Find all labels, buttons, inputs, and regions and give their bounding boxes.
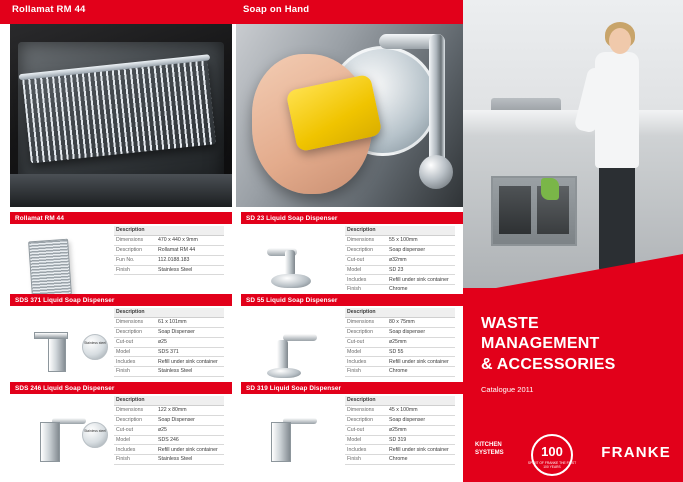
spec-value: 61 x 101mm (156, 317, 224, 327)
spec-key: Dimensions (114, 235, 156, 245)
product-title: SDS 246 Liquid Soap Dispenser (10, 382, 232, 394)
spec-table (345, 308, 455, 377)
product-image-sd-319 (247, 400, 339, 464)
spec-value: Refill under sink container (387, 357, 455, 367)
spec-key: Includes (345, 445, 387, 455)
spec-key: Finish (114, 367, 156, 377)
cover-subtitle: Catalogue 2011 (481, 385, 534, 394)
spec-value: ø25mm (387, 425, 455, 435)
spec-value: SD 23 (387, 265, 455, 275)
hero-image-soap-on-hand (236, 24, 463, 207)
product-title: Rollamat RM 44 (10, 212, 232, 224)
spec-header: Description (345, 226, 455, 235)
spec-key: Fun No. (114, 255, 156, 265)
cover-title-line-1: WASTE (481, 315, 539, 332)
product-block-sd-23 (241, 212, 463, 298)
spec-value: 80 x 75mm (387, 317, 455, 327)
product-title: SD 319 Liquid Soap Dispenser (241, 382, 463, 394)
spec-value: Stainless Steel (156, 367, 224, 377)
product-block-sds-246 (10, 382, 232, 468)
spec-value: Refill under sink container (156, 357, 224, 367)
cover-title (481, 314, 615, 375)
spec-key: Cut-out (114, 425, 156, 435)
spec-value: Soap dispenser (387, 327, 455, 337)
stainless-steel-badge (82, 422, 108, 448)
spec-value: Stainless Steel (156, 265, 224, 275)
section-title-left: Rollamat RM 44 (12, 4, 86, 15)
spec-value: Chrome (387, 285, 455, 295)
kitchen-systems-line-1: KITCHEN (475, 442, 502, 448)
product-block-rollamat-rm-44 (10, 212, 232, 298)
spec-value: Refill under sink container (156, 445, 224, 455)
spec-value: ø32mm (387, 255, 455, 265)
anniversary-caption: SPIRIT OF FRANKE THE FIRST 100 YEARS (527, 461, 577, 470)
stainless-steel-badge (82, 334, 108, 360)
spec-value: Stainless Steel (156, 455, 224, 465)
spec-key: Cut-out (114, 337, 156, 347)
anniversary-number: 100 (541, 444, 563, 459)
spec-key: Model (345, 435, 387, 445)
product-block-sd-319 (241, 382, 463, 468)
spec-key: Includes (345, 357, 387, 367)
product-image-sd-23 (247, 230, 339, 294)
spec-key: Dimensions (345, 405, 387, 415)
kitchen-systems-logo (475, 442, 504, 458)
spec-key: Description (345, 415, 387, 425)
product-block-sds-371 (10, 294, 232, 380)
spec-value: Soap dispenser (387, 415, 455, 425)
spec-key: Dimensions (114, 405, 156, 415)
spec-key: Cut-out (345, 337, 387, 347)
product-title: SD 23 Liquid Soap Dispenser (241, 212, 463, 224)
spec-key: Cut-out (345, 425, 387, 435)
spec-header: Description (345, 308, 455, 317)
spec-key: Finish (345, 455, 387, 465)
spec-value: Refill under sink container (387, 275, 455, 285)
spec-key: Dimensions (114, 317, 156, 327)
spec-value: SD 55 (387, 347, 455, 357)
spec-header: Description (345, 396, 455, 405)
spec-key: Description (114, 245, 156, 255)
cover-photo-kitchen (463, 0, 683, 288)
spec-key: Dimensions (345, 235, 387, 245)
spec-key: Model (114, 347, 156, 357)
spec-value: 45 x 100mm (387, 405, 455, 415)
product-title: SDS 371 Liquid Soap Dispenser (10, 294, 232, 306)
product-image-sd-55 (247, 312, 339, 376)
spec-header: Description (114, 226, 224, 235)
spec-table (114, 396, 224, 465)
product-title: SD 55 Liquid Soap Dispenser (241, 294, 463, 306)
spec-key: Model (345, 265, 387, 275)
kitchen-systems-line-2: SYSTEMS (475, 449, 504, 456)
badge-label: Stainless steel (84, 341, 106, 345)
spec-header: Description (114, 396, 224, 405)
spec-key: Description (345, 327, 387, 337)
spec-value: Soap Dispenser (156, 415, 224, 425)
cover-title-line-2: MANAGEMENT (481, 335, 600, 353)
spec-value: 470 x 440 x 9mm (156, 235, 224, 245)
hero-image-rollamat (10, 24, 232, 207)
spec-key: Description (345, 245, 387, 255)
spec-table (345, 226, 455, 295)
spec-key: Description (114, 415, 156, 425)
spec-key: Dimensions (345, 317, 387, 327)
catalogue-cover-page (463, 0, 683, 482)
spec-key: Finish (345, 285, 387, 295)
badge-label: Stainless steel (84, 429, 106, 433)
spec-header: Description (114, 308, 224, 317)
product-block-sd-55 (241, 294, 463, 380)
spec-key: Includes (114, 357, 156, 367)
spec-key: Finish (114, 455, 156, 465)
cover-red-panel (463, 288, 683, 482)
spec-key: Finish (114, 265, 156, 275)
spec-key: Description (114, 327, 156, 337)
spec-key: Model (345, 347, 387, 357)
spec-key: Cut-out (345, 255, 387, 265)
spec-value: Refill under sink container (387, 445, 455, 455)
spec-value: 122 x 80mm (156, 405, 224, 415)
spec-table (345, 396, 455, 465)
spec-value: SDS 371 (156, 347, 224, 357)
franke-logo: FRANKE (601, 444, 671, 461)
product-image-rollamat (16, 230, 108, 294)
spec-value: SD 319 (387, 435, 455, 445)
spec-key: Finish (345, 367, 387, 377)
spec-value: Rollamat RM 44 (156, 245, 224, 255)
spec-table (114, 308, 224, 377)
cover-title-line-3: & ACCESSORIES (481, 355, 616, 373)
spec-key: Model (114, 435, 156, 445)
spec-value: ø25 (156, 425, 224, 435)
spec-value: SDS 246 (156, 435, 224, 445)
spec-key: Includes (114, 445, 156, 455)
spec-value: ø25mm (387, 337, 455, 347)
spec-value: 112.0188.183 (156, 255, 224, 265)
spec-value: ø25 (156, 337, 224, 347)
section-title-right: Soap on Hand (243, 4, 310, 15)
spec-table (114, 226, 224, 275)
spec-value: Chrome (387, 367, 455, 377)
spec-value: Soap dispenser (387, 245, 455, 255)
spec-key: Includes (345, 275, 387, 285)
anniversary-badge-icon (527, 434, 577, 476)
spec-value: 55 x 100mm (387, 235, 455, 245)
spec-value: Soap Dispenser (156, 327, 224, 337)
spec-value: Chrome (387, 455, 455, 465)
cover-footer (463, 428, 683, 474)
